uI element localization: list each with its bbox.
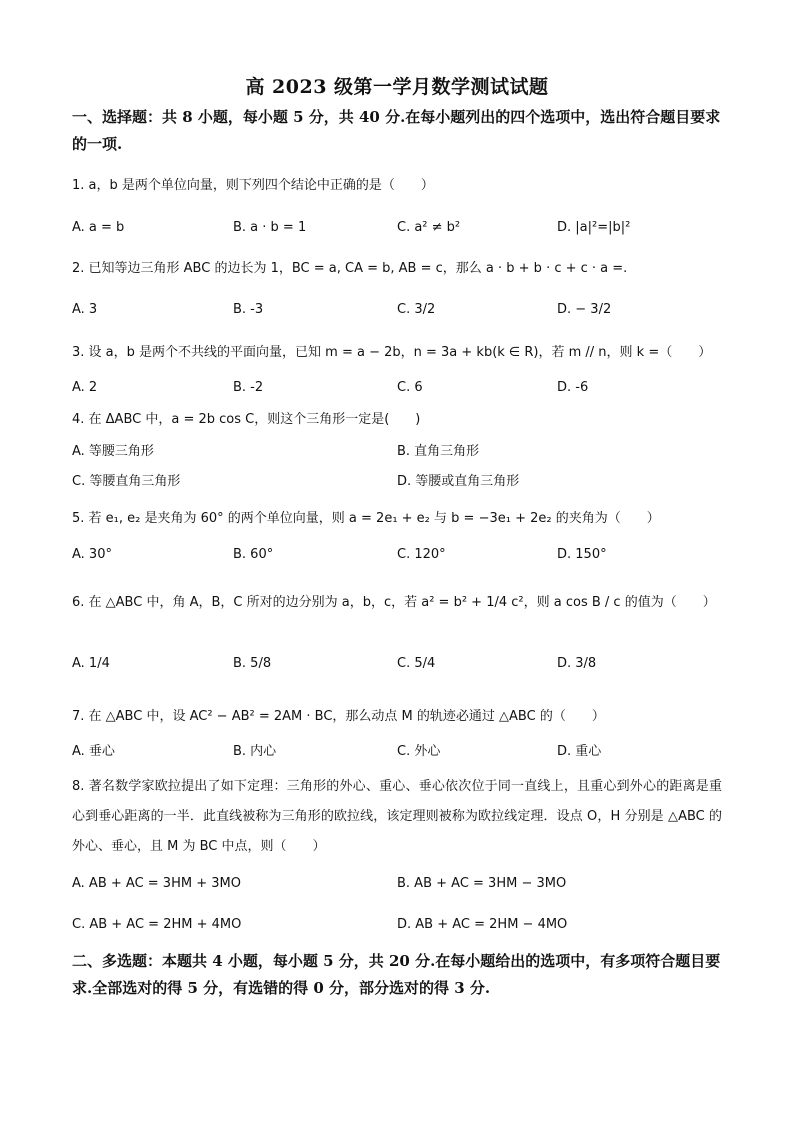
question-5-option-b: B. 60°	[233, 547, 274, 562]
question-7-option-c: C. 外心	[397, 744, 441, 759]
question-8-option-d: D. AB + AC = 2HM − 4MO	[397, 917, 568, 932]
question-5-option-d: D. 150°	[557, 547, 607, 562]
question-1-option-c: C. a² ≠ b²	[397, 220, 461, 235]
section-heading-choice: 一、选择题：共 8 小题，每小题 5 分，共 40 分.在每小题列出的四个选项中，选出符合题目要求的一项.	[72, 108, 721, 153]
question-4-option-c: C. 等腰直角三角形	[72, 474, 181, 489]
question-6-option-b: B. 5/8	[233, 656, 272, 671]
question-2-option-c: C. 3/2	[397, 302, 436, 317]
question-3-option-d: D. -6	[557, 380, 589, 395]
question-4-stem: 4. 在 ΔABC 中，a = 2b cos C，则这个三角形一定是( )	[72, 412, 421, 427]
question-2-option-b: B. -3	[233, 302, 264, 317]
question-1-option-b: B. a · b = 1	[233, 220, 307, 235]
question-7-option-a: A. 垂心	[72, 744, 115, 759]
question-1-stem: 1. a，b 是两个单位向量，则下列四个结论中正确的是（ ）	[72, 178, 434, 193]
question-5-option-a: A. 30°	[72, 547, 112, 562]
section-heading-multi: 二、多选题：本题共 4 小题，每小题 5 分，共 20 分.在每小题给出的选项中，有多项符合题目要求.全部选对的得 5 分，有选错的得 0 分，部分选对的得 3 分.	[72, 952, 721, 997]
question-2-option-d: D. − 3/2	[557, 302, 612, 317]
question-3-option-b: B. -2	[233, 380, 264, 395]
question-3-option-c: C. 6	[397, 380, 423, 395]
question-4-option-b: B. 直角三角形	[397, 444, 480, 459]
question-1-option-d: D. |a|²=|b|²	[557, 220, 631, 235]
question-4-option-a: A. 等腰三角形	[72, 444, 154, 459]
question-6-stem: 6. 在 △ABC 中，角 A，B，C 所对的边分别为 a，b，c，若 a² = b² + 1/4 c²，则 a cos B / c 的值为（ ）	[72, 595, 716, 610]
question-3-stem: 3. 设 a，b 是两个不共线的平面向量，已知 m = a − 2b，n = 3a + kb(k ∈ R)，若 m // n，则 k =（ ）	[72, 345, 712, 360]
question-8-option-b: B. AB + AC = 3HM − 3MO	[397, 876, 567, 891]
question-5-stem: 5. 若 e₁, e₂ 是夹角为 60° 的两个单位向量，则 a = 2e₁ + e₂ 与 b = −3e₁ + 2e₂ 的夹角为（ ）	[72, 511, 660, 526]
question-1-option-a: A. a = b	[72, 220, 125, 235]
question-8-option-c: C. AB + AC = 2HM + 4MO	[72, 917, 242, 932]
question-2-option-a: A. 3	[72, 302, 98, 317]
question-7-option-b: B. 内心	[233, 744, 277, 759]
question-7-option-d: D. 重心	[557, 744, 602, 759]
question-8-option-a: A. AB + AC = 3HM + 3MO	[72, 876, 241, 891]
question-4-option-d: D. 等腰或直角三角形	[397, 474, 520, 489]
question-2-stem: 2. 已知等边三角形 ABC 的边长为 1，BC = a, CA = b, AB = c，那么 a · b + b · c + c · a =.	[72, 261, 628, 276]
question-6-option-d: D. 3/8	[557, 656, 597, 671]
question-8-stem: 8. 著名数学家欧拉提出了如下定理：三角形的外心、重心、垂心依次位于同一直线上，且重心到外心的距离是重心到垂心距离的一半．此直线被称为三角形的欧拉线，该定理则被称为欧拉线定理．设点 O，H 分别是 △ABC 的外心、垂心，且 M 为 BC 中点，则（ ）	[72, 779, 722, 854]
question-6-option-c: C. 5/4	[397, 656, 436, 671]
question-3-option-a: A. 2	[72, 380, 98, 395]
question-5-option-c: C. 120°	[397, 547, 446, 562]
question-7-stem: 7. 在 △ABC 中，设 AC² − AB² = 2AM · BC，那么动点 M 的轨迹必通过 △ABC 的（ ）	[72, 709, 605, 724]
question-6-option-a: A. 1/4	[72, 656, 110, 671]
page-title: 高 2023 级第一学月数学测试试题	[245, 76, 549, 98]
